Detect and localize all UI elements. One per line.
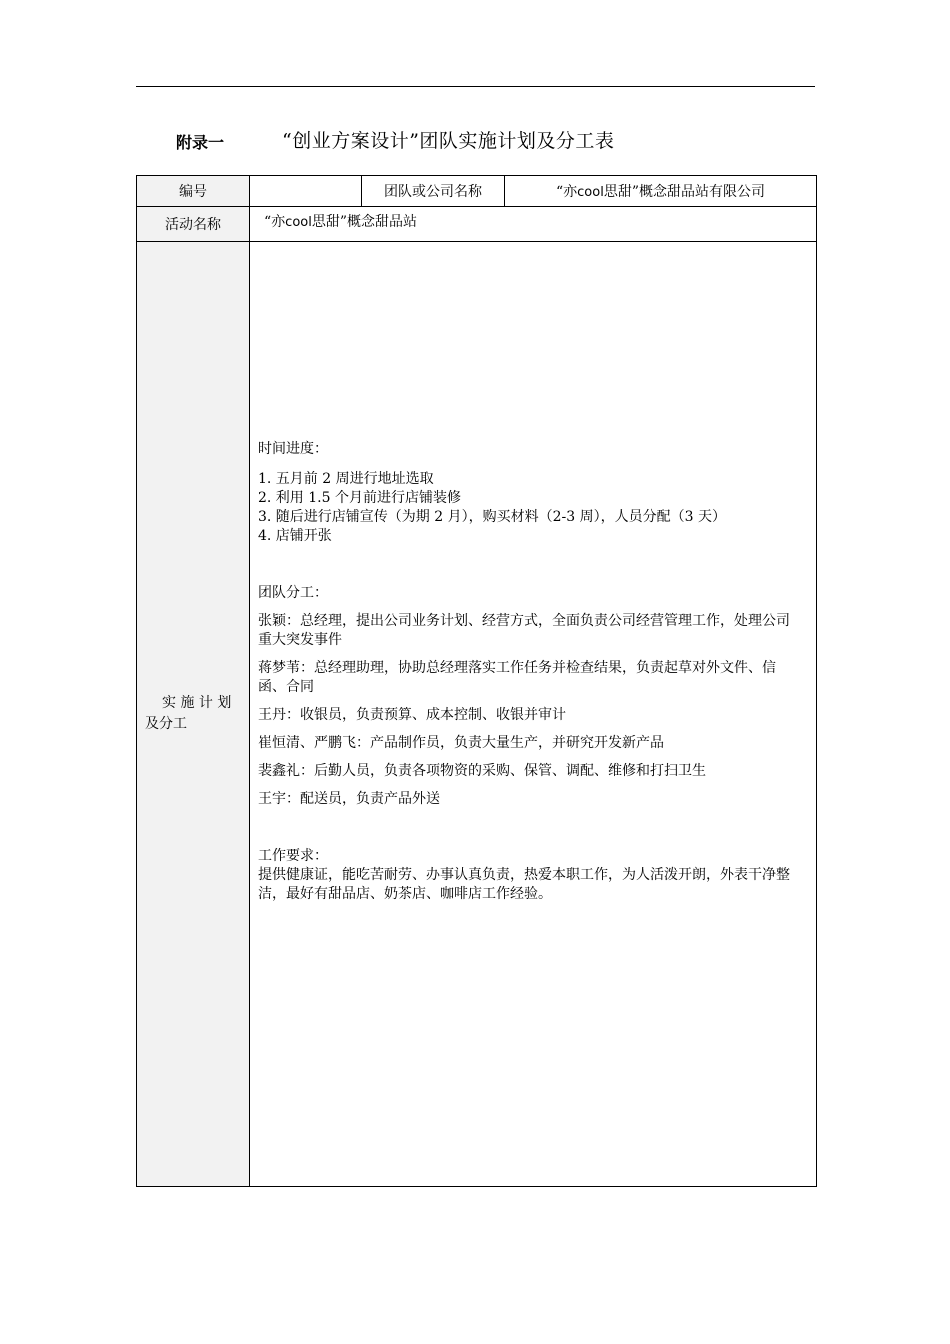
company-label-cell [362,176,505,207]
schedule-item: 2. 利用 1.5 个月前进行店铺装修 [258,490,461,506]
activity-value-quote: “亦 [264,214,286,230]
schedule-item: 4. 店铺开张 [258,528,332,544]
activity-label-cell [137,207,250,242]
schedule-item: 3. 随后进行店铺宣传（为期 2 月），购买材料（2-3 周），人员分配（3 天） [258,509,726,525]
table-row-plan [137,242,817,1187]
number-value-cell [250,176,362,207]
requirements-heading: 工作要求： [258,848,328,864]
activity-label: 活动名称 [165,217,221,233]
table-row-number [137,176,817,207]
plan-label-line2: 及分工 [145,716,187,732]
table-row-activity [137,207,817,242]
team-heading: 团队分工： [258,585,328,601]
activity-value-cell [250,207,817,242]
team-item: 王丹：收银员，负责预算、成本控制、收银并审计 [258,707,566,723]
appendix-label: 附录一 [176,133,225,152]
company-value-rest: 思甜”概念甜品站有限公司 [603,184,765,200]
plan-label-line1: 实 施 计 划 [162,695,232,711]
activity-value-rest: 思甜”概念甜品站 [311,214,418,230]
plan-table [136,175,817,1187]
team-item: 裴鑫礼：后勤人员，负责各项物资的采购、保管、调配、维修和打扫卫生 [258,763,706,779]
activity-value-latin: cool [285,215,312,230]
company-value-latin: cool [577,185,604,200]
team-item: 张颖：总经理，提出公司业务计划、经营方式，全面负责公司经营管理工作，处理公司重大突发事件 [258,613,790,648]
page-title: “创业方案设计”团队实施计划及分工表 [282,130,615,152]
company-value-cell [505,176,817,207]
schedule-item: 1. 五月前 2 周进行地址选取 [258,471,434,487]
plan-content-cell [250,242,817,1187]
number-label-cell [137,176,250,207]
team-item: 王宇：配送员，负责产品外送 [258,791,440,807]
header-rule [136,86,815,87]
number-label: 编号 [179,184,207,200]
requirements-text: 提供健康证，能吃苦耐劳、办事认真负责，热爱本职工作，为人活泼开朗，外表干净整洁，最好有甜品店、奶茶店、咖啡店工作经验。 [258,867,790,902]
title-row [136,124,815,158]
company-value-quote: “亦 [555,184,578,200]
plan-label-cell [137,242,250,1187]
schedule-heading: 时间进度： [258,441,328,457]
company-label: 团队或公司名称 [384,184,482,200]
team-item: 崔恒清、严鹏飞：产品制作员，负责大量生产，并研究开发新产品 [258,735,664,751]
team-item: 蒋梦苇：总经理助理，协助总经理落实工作任务并检查结果，负责起草对外文件、信函、合同 [258,660,776,695]
